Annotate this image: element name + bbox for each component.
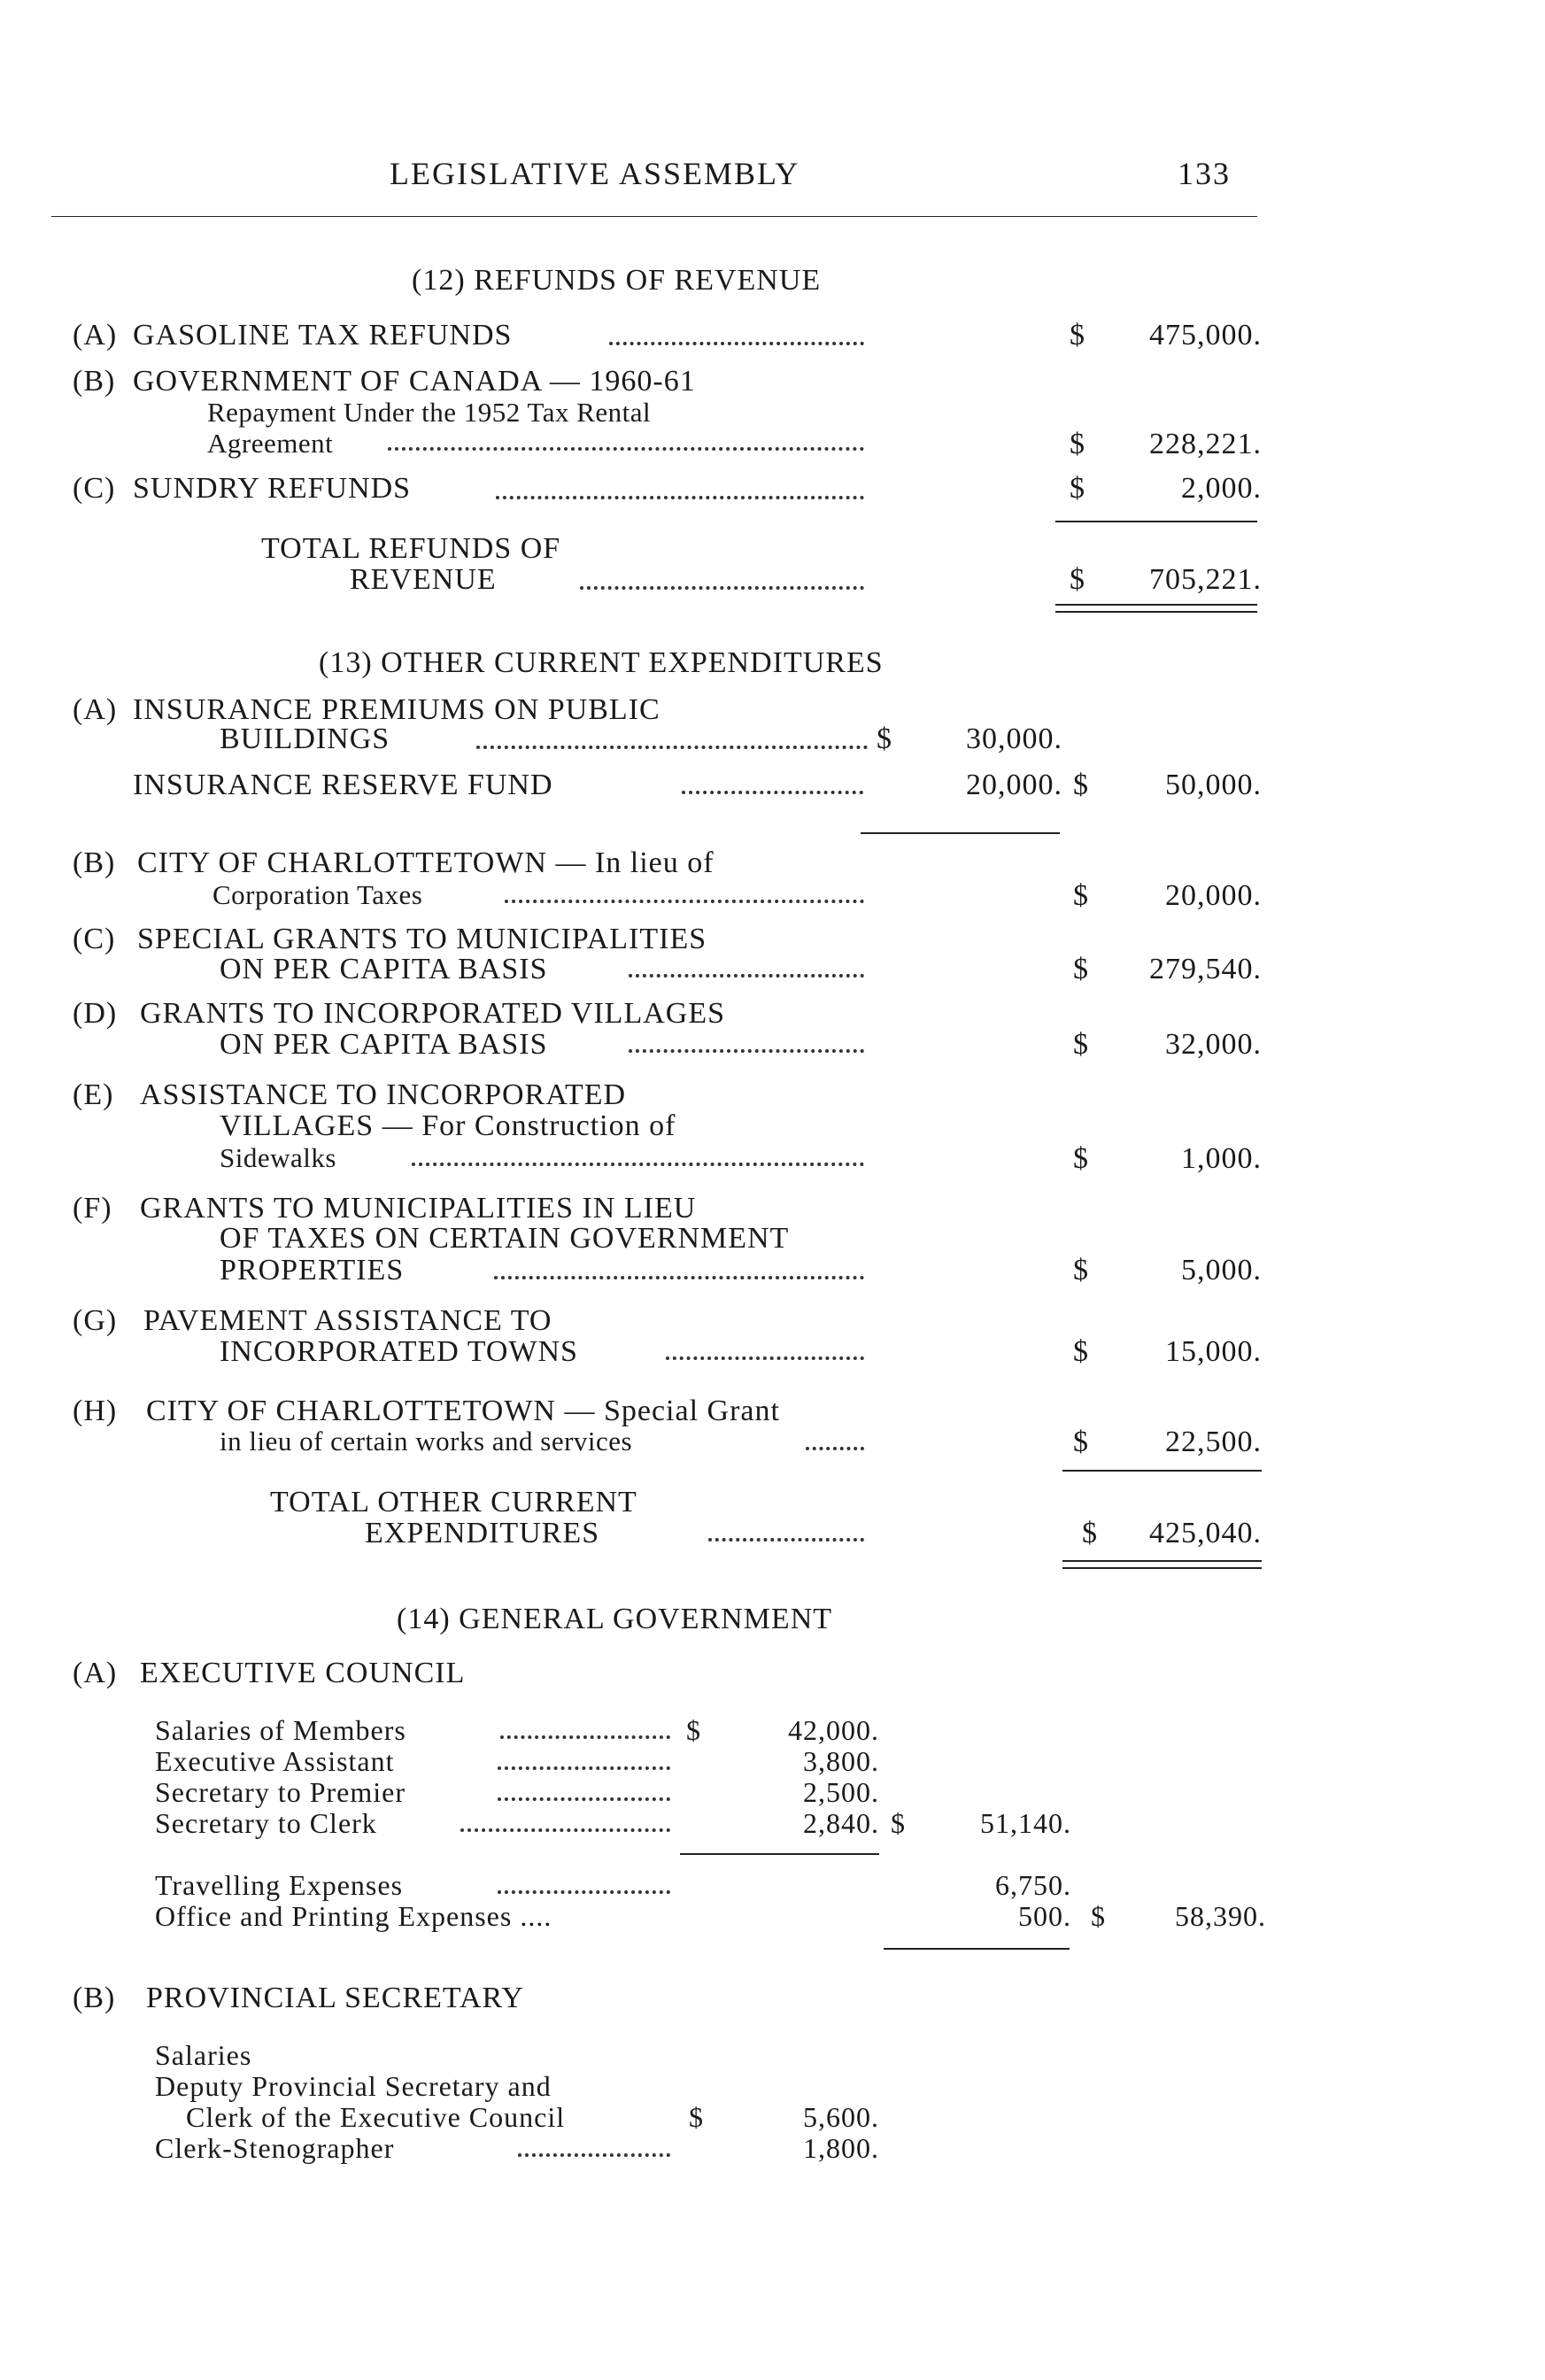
leader-dots [496,496,864,499]
item-label: (H) [73,1395,118,1427]
amount: 30,000. [966,722,1062,755]
item-text-sub: in lieu of certain works and services [220,1426,633,1457]
currency-sign: $ [1073,1335,1089,1368]
section-13-title: (13) OTHER CURRENT EXPENDITURES [319,646,884,679]
amount: 279,540. [1149,953,1262,985]
line-item: Secretary to Premier [155,1776,406,1808]
currency-sign: $ [1073,769,1089,801]
line-item: Travelling Expenses [155,1869,404,1901]
item-text: PAVEMENT ASSISTANCE TO [143,1304,552,1337]
item-text: SUNDRY REFUNDS [133,472,412,505]
amount: 1,000. [1181,1142,1262,1175]
item-text-sub: ON PER CAPITA BASIS [220,953,548,985]
item-text-sub: PROPERTIES [220,1254,405,1287]
amount: 51,140. [980,1807,1071,1839]
currency-sign: $ [689,2101,704,2133]
item-text-sub: Agreement [207,428,334,459]
amount: 1,800. [803,2132,879,2164]
currency-sign: $ [1091,1900,1106,1932]
amount: 20,000. [1165,879,1262,912]
subtotal-rule [884,1948,1070,1950]
amount: 3,800. [803,1745,879,1777]
item-text-sub: Corporation Taxes [212,879,423,910]
leader-dots [666,1356,864,1360]
amount: 42,000. [788,1714,879,1746]
line-item: Salaries [155,2039,252,2071]
leader-dots [412,1163,864,1166]
header-rule [51,216,1257,217]
currency-sign: $ [1070,472,1085,505]
amount: 2,000. [1181,472,1262,505]
subtotal-rule [1055,521,1257,522]
item-label: (A) [73,1657,118,1689]
section-12-title: (12) REFUNDS OF REVENUE [412,264,822,297]
subtotal-rule [680,1853,879,1855]
section-14-title: (14) GENERAL GOVERNMENT [397,1603,833,1635]
leader-dots [494,1276,864,1279]
item-label: (A) [73,693,118,726]
amount: 5,000. [1181,1254,1262,1287]
leader-dots [629,974,864,978]
amount: 475,000. [1149,319,1262,352]
item-text: PROVINCIAL SECRETARY [146,1982,524,2014]
amount: 228,221. [1149,428,1262,460]
total-amount: 425,040. [1149,1517,1262,1549]
leader-dots [505,900,864,903]
item-text: ASSISTANCE TO INCORPORATED [140,1078,627,1111]
line-item: Secretary to Clerk [155,1807,377,1839]
item-text-sub: VILLAGES — For Construction of [220,1109,676,1142]
subtotal-rule [1062,1470,1262,1472]
item-text: CITY OF CHARLOTTETOWN — In lieu of [137,846,715,879]
amount: 15,000. [1165,1335,1262,1368]
amount: 20,000. [966,769,1062,801]
item-label: (B) [73,365,116,398]
total-label: EXPENDITURES [365,1517,600,1549]
currency-sign: $ [1073,879,1089,912]
line-item: Office and Printing Expenses .... [155,1900,552,1932]
currency-sign: $ [1073,1254,1089,1287]
leader-dots [708,1538,864,1542]
amount: 50,000. [1165,769,1262,801]
line-item: Clerk of the Executive Council [186,2101,566,2133]
item-text-sub: INCORPORATED TOWNS [220,1335,578,1368]
leader-dots [388,447,864,451]
item-text: INSURANCE RESERVE FUND [133,769,553,801]
leader-dots [498,1766,670,1770]
item-text: GOVERNMENT OF CANADA — 1960-61 [133,365,696,398]
leader-dots [500,1735,670,1739]
item-label: (C) [73,472,116,505]
amount: 2,500. [803,1776,879,1808]
leader-dots [682,791,863,794]
page-header-title: LEGISLATIVE ASSEMBLY [390,156,800,191]
currency-sign: $ [877,722,892,755]
leader-dots [580,586,864,590]
item-text: GRANTS TO MUNICIPALITIES IN LIEU [140,1192,697,1225]
item-text: GASOLINE TAX REFUNDS [133,319,513,352]
amount: 32,000. [1165,1028,1262,1061]
item-label: (E) [73,1078,114,1111]
currency-sign: $ [1073,1142,1089,1175]
item-label: (G) [73,1304,118,1337]
line-item: Clerk-Stenographer [155,2132,395,2164]
item-text: CITY OF CHARLOTTETOWN — Special Grant [146,1395,780,1427]
item-text-sub: OF TAXES ON CERTAIN GOVERNMENT [220,1222,790,1255]
leader-dots [460,1828,670,1832]
amount: 500. [1018,1900,1071,1932]
currency-sign: $ [1073,1426,1089,1458]
currency-sign: $ [1070,319,1085,352]
currency-sign: $ [1082,1517,1098,1549]
leader-dots [806,1447,864,1450]
amount: 2,840. [803,1807,879,1839]
item-text-sub: Repayment Under the 1952 Tax Rental [207,397,652,428]
currency-sign: $ [1073,953,1089,985]
item-label: (F) [73,1192,112,1225]
total-label: REVENUE [350,563,497,596]
leader-dots [498,1890,670,1894]
item-label: (D) [73,997,118,1030]
currency-sign: $ [1070,563,1085,596]
leader-dots [609,342,864,345]
item-text-sub: ON PER CAPITA BASIS [220,1028,548,1061]
amount: 22,500. [1165,1426,1262,1458]
total-label: TOTAL OTHER CURRENT [270,1486,637,1518]
leader-dots [629,1049,864,1053]
currency-sign: $ [891,1807,906,1839]
currency-sign: $ [1070,428,1085,460]
item-text: EXECUTIVE COUNCIL [140,1657,466,1689]
item-text: SPECIAL GRANTS TO MUNICIPALITIES [137,923,707,955]
leader-dots [518,2153,670,2157]
leader-dots [476,746,868,749]
item-label: (A) [73,319,118,352]
leader-dots [498,1797,670,1801]
amount: 6,750. [995,1869,1071,1901]
item-text-sub: Sidewalks [220,1142,336,1173]
amount: 5,600. [803,2101,879,2133]
line-item: Executive Assistant [155,1745,395,1777]
line-item: Deputy Provincial Secretary and [155,2070,552,2102]
line-item: Salaries of Members [155,1714,406,1746]
total-amount: 705,221. [1149,563,1262,596]
subtotal-rule [861,832,1060,834]
item-text: GRANTS TO INCORPORATED VILLAGES [140,997,725,1030]
item-label: (B) [73,846,116,879]
currency-sign: $ [686,1714,701,1746]
item-label: (B) [73,1982,116,2014]
item-label: (C) [73,923,116,955]
total-label: TOTAL REFUNDS OF [261,532,561,565]
item-text: INSURANCE PREMIUMS ON PUBLIC [133,693,660,726]
total-amount: 58,390. [1175,1900,1266,1932]
double-rule [1062,1560,1262,1569]
currency-sign: $ [1073,1028,1089,1061]
item-text-sub: BUILDINGS [220,722,390,755]
page-number: 133 [1178,156,1231,191]
double-rule [1055,604,1257,613]
